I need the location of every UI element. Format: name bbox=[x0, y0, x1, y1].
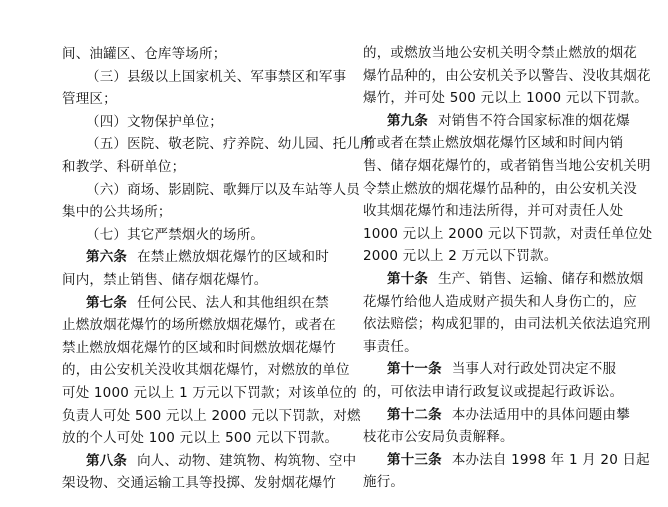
line-text: 的，由公安机关没收其烟花爆竹，对燃放的单位 bbox=[62, 362, 350, 379]
line-text: 枝花市公安局负责解释。 bbox=[363, 429, 514, 446]
text-line bbox=[86, 179, 360, 201]
article-number: 第六条 bbox=[86, 249, 128, 266]
line-text: 依法赔偿；构成犯罪的，由司法机关依法追究刑 bbox=[363, 316, 651, 333]
text-line bbox=[62, 314, 336, 336]
text-line bbox=[62, 43, 226, 65]
line-text: 架设物、交通运输工具等投掷、发射烟花爆竹 bbox=[62, 475, 336, 492]
line-text: 1000 元以上 2000 元以下罚款，对责任单位处 bbox=[363, 225, 653, 242]
line-text: （七）其它严禁烟火的场所。 bbox=[86, 226, 265, 243]
line-text: 生产、销售、运输、储存和燃放烟 bbox=[438, 271, 644, 287]
text-line bbox=[86, 133, 374, 155]
article-number: 第十二条 bbox=[387, 406, 442, 423]
text-line bbox=[363, 223, 652, 245]
text-line bbox=[62, 201, 172, 223]
text-line bbox=[363, 65, 651, 87]
text-line bbox=[62, 359, 350, 381]
text-line bbox=[363, 336, 418, 358]
article-line bbox=[86, 246, 329, 268]
article-line bbox=[387, 110, 630, 132]
line-text: 本办法适用中的具体问题由攀 bbox=[451, 406, 630, 423]
article-line bbox=[86, 292, 329, 314]
text-line bbox=[363, 245, 557, 267]
text-line bbox=[86, 224, 264, 246]
article-line bbox=[387, 358, 616, 380]
line-text: 可处 1000 元以上 1 万元以下罚款；对该单位的 bbox=[62, 385, 357, 401]
text-line bbox=[363, 381, 623, 403]
line-text: 事责任。 bbox=[363, 338, 418, 355]
article-line bbox=[387, 404, 630, 426]
line-text: 间、油罐区、仓库等场所； bbox=[62, 46, 227, 62]
text-line bbox=[363, 178, 637, 200]
line-text: 花爆竹给他人造成财产损失和人身伤亡的，应 bbox=[363, 293, 637, 310]
line-text: 爆竹，并可处 500 元以上 1000 元以下罚款。 bbox=[363, 90, 648, 107]
text-line bbox=[62, 427, 338, 449]
text-line bbox=[62, 382, 357, 404]
line-text: 向人、动物、建筑物、构筑物、空中 bbox=[137, 452, 357, 469]
line-text: 管理区； bbox=[62, 91, 117, 108]
line-text: 竹或者在禁止燃放烟花爆竹区域和时间内销 bbox=[363, 135, 624, 152]
line-text: 爆竹品种的，由公安机关予以警告、没收其烟花 bbox=[363, 67, 651, 84]
article-number: 第八条 bbox=[86, 452, 128, 469]
article-line bbox=[387, 268, 644, 290]
line-text: 禁止燃放烟花爆竹的区域和时间燃放烟花爆竹 bbox=[62, 339, 336, 356]
line-text: 任何公民、法人和其他组织在禁 bbox=[137, 294, 329, 311]
article-number: 第十一条 bbox=[387, 361, 442, 378]
article-line bbox=[387, 449, 650, 471]
line-text: 本办法自 1998 年 1 月 20 日起 bbox=[451, 451, 650, 468]
text-line bbox=[363, 200, 623, 222]
text-line bbox=[62, 472, 336, 494]
text-line bbox=[363, 471, 404, 493]
line-text: 止燃放烟花爆竹的场所燃放烟花爆竹，或者在 bbox=[62, 317, 336, 334]
text-line bbox=[86, 66, 346, 88]
line-text: 在禁止燃放烟花爆竹的区域和时 bbox=[137, 249, 329, 266]
text-line bbox=[62, 337, 336, 359]
text-line bbox=[363, 132, 623, 154]
article-number: 第九条 bbox=[387, 112, 429, 129]
line-text: 集中的公共场所； bbox=[62, 204, 172, 221]
line-text: 施行。 bbox=[363, 474, 405, 491]
text-line bbox=[86, 111, 223, 133]
line-text: 和教学、科研单位； bbox=[62, 159, 186, 175]
line-text: 2000 元以上 2 万元以下罚款。 bbox=[363, 248, 558, 265]
text-line bbox=[363, 155, 651, 177]
text-line bbox=[62, 269, 268, 291]
line-text: （四）文物保护单位； bbox=[86, 113, 223, 130]
line-text: 令禁止燃放的烟花爆竹品种的，由公安机关没 bbox=[363, 180, 637, 197]
text-line bbox=[62, 88, 117, 110]
text-line bbox=[363, 87, 648, 109]
text-line bbox=[363, 313, 651, 335]
text-line bbox=[62, 405, 361, 427]
line-text: 收其烟花爆竹和违法所得，并可对责任人处 bbox=[363, 203, 624, 220]
text-line bbox=[363, 42, 637, 64]
line-text: 的，可依法申请行政复议或提起行政诉讼。 bbox=[363, 384, 624, 400]
article-line bbox=[86, 450, 356, 472]
line-text: 间内，禁止销售、储存烟花爆竹。 bbox=[62, 272, 268, 288]
line-text: 对销售不符合国家标准的烟花爆 bbox=[438, 112, 630, 129]
line-text: （六）商场、影剧院、歌舞厅以及车站等人员 bbox=[86, 181, 360, 198]
article-number: 第十条 bbox=[387, 271, 429, 287]
line-text: 售、储存烟花爆竹的，或者销售当地公安机关明 bbox=[363, 158, 651, 174]
article-number: 第七条 bbox=[86, 294, 128, 311]
line-text: 的，或燃放当地公安机关明令禁止燃放的烟花 bbox=[363, 45, 637, 61]
text-line bbox=[62, 156, 185, 178]
line-text: （五）医院、敬老院、疗养院、幼儿园、托儿所 bbox=[86, 136, 374, 153]
text-line bbox=[363, 291, 637, 313]
line-text: 放的个人可处 100 元以上 500 元以下罚款。 bbox=[62, 430, 339, 447]
line-text: （三）县级以上国家机关、军事禁区和军事 bbox=[86, 68, 347, 85]
text-line bbox=[363, 426, 514, 448]
line-text: 当事人对行政处罚决定不服 bbox=[451, 361, 617, 378]
article-number: 第十三条 bbox=[387, 451, 442, 468]
line-text: 负责人可处 500 元以上 2000 元以下罚款，对燃 bbox=[62, 407, 361, 424]
